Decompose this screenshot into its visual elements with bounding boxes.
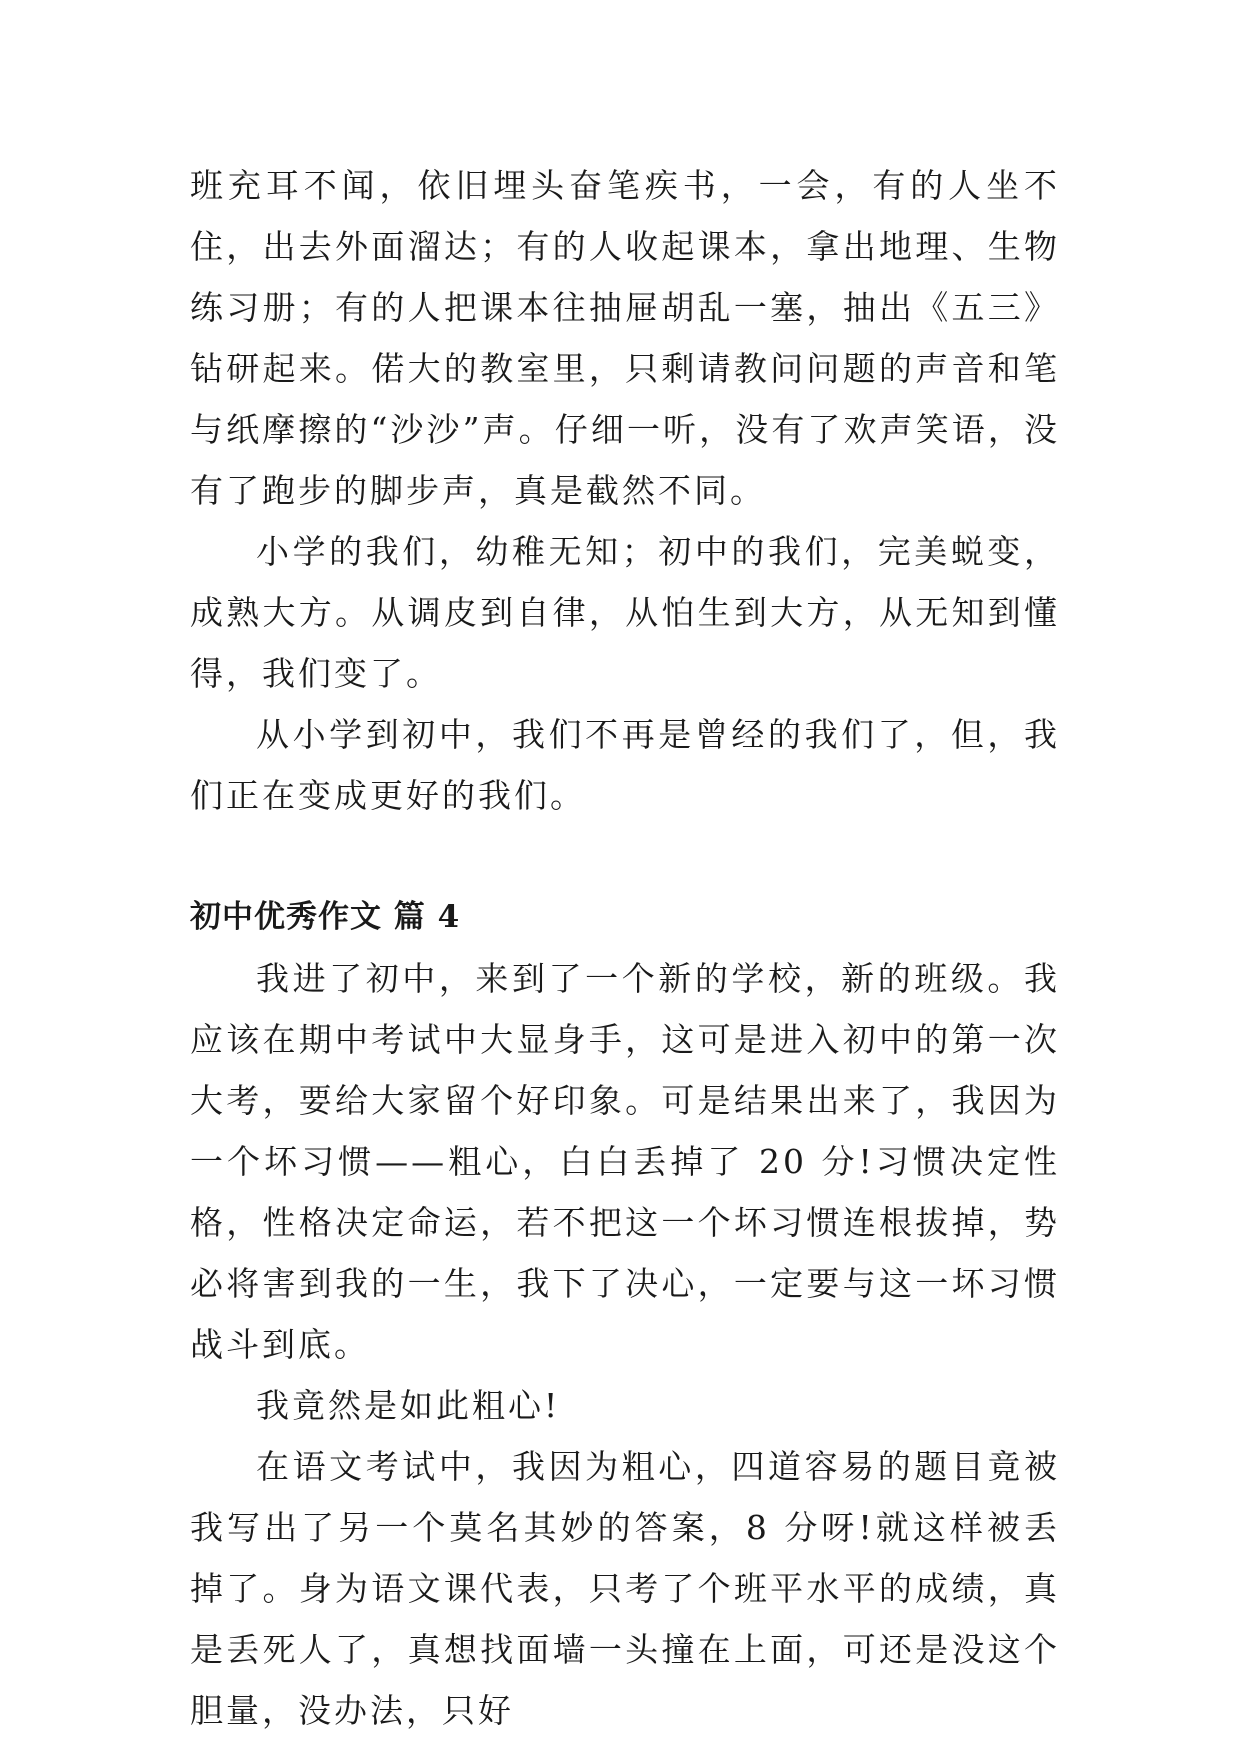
section-title: 初中优秀作文 篇 4: [190, 899, 461, 935]
paragraph: 在语文考试中，我因为粗心，四道容易的题目竟被我写出了另一个莫名其妙的答案，8 分呀!就这样被丢掉了。身为语文课代表，只考了个班平水平的成绩，真是丢死人了，真想找面墙一头撞在上面，可还是没这个胆量，没办法，只好: [190, 1447, 1060, 1730]
paragraph: 从小学到初中，我们不再是曾经的我们了，但，我们正在变成更好的我们。: [190, 715, 1060, 815]
document-page: [190, 155, 1060, 1741]
paragraph: 我进了初中，来到了一个新的学校，新的班级。我应该在期中考试中大显身手，这可是进入初中的第一次大考，要给大家留个好印象。可是结果出来了，我因为一个坏习惯——粗心，白白丢掉了 20 分!习惯决定性格，性格决定命运，若不把这一个坏习惯连根拔掉，势必将害到我的一生，我下了决心，一定要与这一坏习惯战斗到底。: [190, 959, 1060, 1364]
paragraph: 小学的我们，幼稚无知；初中的我们，完美蜕变，成熟大方。从调皮到自律，从怕生到大方，从无知到懂得，我们变了。: [190, 532, 1060, 693]
paragraph-continued: 班充耳不闻，依旧埋头奋笔疾书，一会，有的人坐不住，出去外面溜达；有的人收起课本，拿出地理、生物练习册；有的人把课本往抽屉胡乱一塞，抽出《五三》钻研起来。偌大的教室里，只剩请教问问题的声音和笔与纸摩擦的“沙沙”声。仔细一听，没有了欢声笑语，没有了跑步的脚步声，真是截然不同。: [190, 166, 1060, 510]
paragraph: 我竟然是如此粗心!: [256, 1386, 561, 1425]
